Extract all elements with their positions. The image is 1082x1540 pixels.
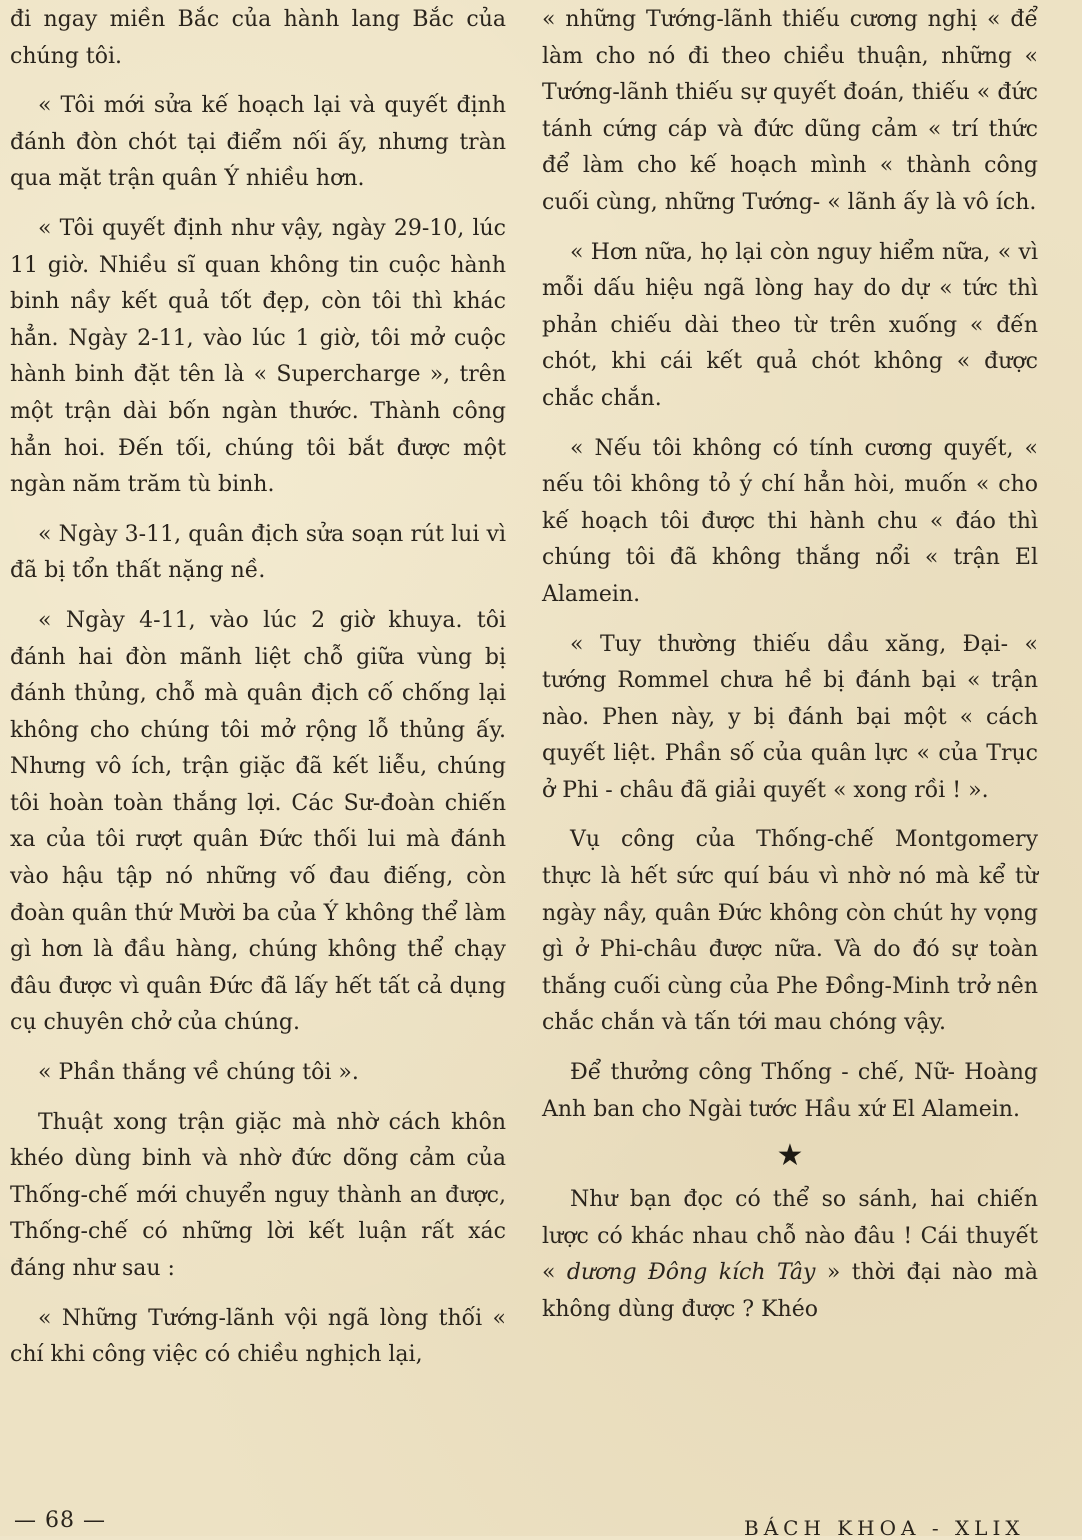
left-paragraph-4: « Ngày 3-11, quân địch sửa soạn rút lui vì đã bị tổn thất nặng nề. xyxy=(10,521,506,584)
right-paragraph-1: « những Tướng-lãnh thiếu cương nghị « để làm cho nó đi theo chiều thuận, những « Tướng-lãnh thiếu sự quyết đoán, thiếu « đức tánh cứng cáp và đức dũng cảm « trí thức để làm cho kế hoạch mình « thành công cuối cùng, những Tướng- « lãnh ấy là vô ích. xyxy=(542,7,1038,215)
closing-paragraph xyxy=(542,1182,1038,1328)
left-paragraph-2: « Tôi mới sửa kế hoạch lại và quyết định đánh đòn chót tại điểm nối ấy, nhưng tràn qua mặt trận quân Ý nhiều hơn. xyxy=(10,93,506,192)
closing-italic-phrase: dương Đông kích Tây xyxy=(566,1260,816,1286)
left-paragraph-1: đi ngay miền Bắc của hành lang Bắc của chúng tôi. xyxy=(10,7,506,69)
right-paragraph-5: Vụ công của Thống-chế Montgomery thực là hết sức quí báu vì nhờ nó mà kể từ ngày nầy, quân Đức không còn chút hy vọng gì ở Phi-châu được nữa. Và do đó sự toàn thắng cuối cùng của Phe Đồng-Minh trở nên chắc chắn và tấn tới mau chóng vậy. xyxy=(542,827,1038,1036)
left-paragraph-5: « Ngày 4-11, vào lúc 2 giờ khuya. tôi đánh hai đòn mãnh liệt chỗ giữa vùng bị đánh thủng, chỗ mà quân địch cố chống lại không cho chúng tôi mở rộng lỗ thủng ấy. Nhưng vô ích, trận giặc đã kết liễu, chúng tôi hoàn toàn thắng lợi. Các Sư-đoàn chiến xa của tôi rượt quân Đức thối lui mà đánh vào hậu tập nó những vố đau điếng, còn đoàn quân thứ Mười ba của Ý không thể làm gì hơn là đầu hàng, chúng không thể chạy đâu được vì quân Đức đã lấy hết tất cả dụng cụ chuyên chở của chúng. xyxy=(10,607,506,1036)
left-paragraph-7: Thuật xong trận giặc mà nhờ cách khôn khéo dùng binh và nhờ đức dõng cảm của Thống-chế mới chuyển nguy thành an được, Thống-chế có những lời kết luận rất xác đáng như sau : xyxy=(10,1109,506,1281)
left-paragraph-3: « Tôi quyết định như vậy, ngày 29-10, lúc 11 giờ. Nhiều sĩ quan không tin cuộc hành binh nầy kết quả tốt đẹp, còn tôi thì khác hẳn. Ngày 2-11, vào lúc 1 giờ, tôi mở cuộc hành binh đặt tên là « Supercharge », trên một trận dài bốn ngàn thước. Thành công hẳn hoi. Đến tối, chúng tôi bắt được một ngàn năm trăm tù binh. xyxy=(10,215,506,498)
closing-text-start: Như bạn đọc có thể so sánh, hai chiến lược có khác nhau chỗ nào đâu ! Cái thuyết « xyxy=(542,1187,1038,1286)
publication-name: BÁCH KHOA - XLIX xyxy=(744,1516,1025,1540)
page-number: — 68 — xyxy=(14,1508,106,1533)
right-paragraph-4: « Tuy thường thiếu dầu xăng, Đại- « tướng Rommel chưa hề bị đánh bại « trận nào. Phen này, y bị đánh bại một « cách quyết liệt. Phần số của quân lực « của Trục ở Phi - châu đã giải quyết « xong rồi ! ». xyxy=(542,631,1038,803)
left-column xyxy=(10,2,506,1374)
left-paragraph-6: « Phần thắng về chúng tôi ». xyxy=(38,1060,359,1086)
right-paragraph-6: Để thưởng công Thống - chế, Nữ- Hoàng Anh ban cho Ngài tước Hầu xứ El Alamein. xyxy=(542,1060,1038,1122)
right-paragraph-2: « Hơn nữa, họ lại còn nguy hiểm nữa, « vì mỗi dấu hiệu ngã lòng hay do dự « tức thì phản chiếu dài theo từ trên xuống « đến chót, khi cái kết quả chót không « được chắc chắn. xyxy=(542,239,1038,411)
right-column xyxy=(542,2,1038,1329)
closing-text-end: » thời đại nào mà không dùng được ? Khéo xyxy=(542,1260,1038,1322)
star-separator-icon: ★ xyxy=(776,1138,804,1174)
right-paragraph-3: « Nếu tôi không có tính cương quyết, « nếu tôi không tỏ ý chí hẳn hòi, muốn « cho kế hoạch tôi được thi hành chu « đáo thì chúng tôi đã không thắng nổi « trận El Alamein. xyxy=(542,435,1038,607)
left-paragraph-8: « Những Tướng-lãnh vội ngã lòng thối « chí khi công việc có chiều nghịch lại, xyxy=(10,1305,506,1368)
